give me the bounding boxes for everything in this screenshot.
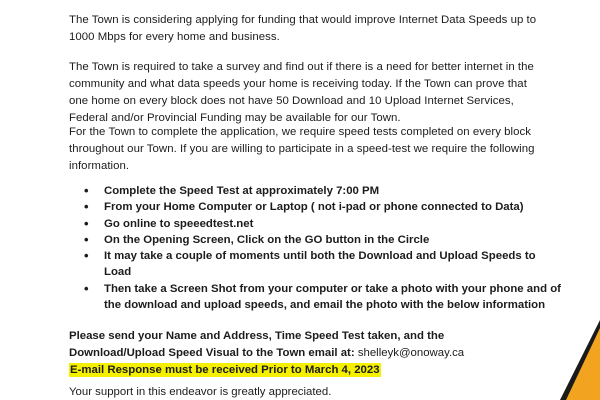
list-item: • Then take a Screen Shot from your computer or take a photo with your phone and of the download and upload speeds, and email the photo with the below information — [104, 281, 564, 314]
list-item: • Go online to speeedtest.net — [104, 216, 564, 232]
deadline-highlight: E-mail Response must be received Prior to March 4, 2023 — [70, 364, 380, 376]
instructions-list — [70, 183, 564, 313]
list-item: • On the Opening Screen, Click on the GO button in the Circle — [104, 232, 564, 248]
survey-paragraph: The Town is required to take a survey and find out if there is a need for better internet in the community and what data speeds your home is receiving today. If the Town can prove that one home on every block does not have 50 Download and 10 Upload Internet Services, Federal and/or Provincial Funding may be available for our Town. — [69, 61, 534, 124]
town-email: shelleyk@onoway.ca — [357, 347, 465, 359]
request-text: Please send your Name and Address, Time Speed Test taken, and the Download/Upload Speed Visual to the Town email at: — [69, 330, 445, 359]
application-paragraph: For the Town to complete the application, we require speed tests completed on every block throughout our Town. If you are willing to participate in a speed-test we require the following information. — [69, 126, 535, 172]
corner-graphic — [560, 320, 600, 400]
list-item: • From your Home Computer or Laptop ( not i-pad or phone connected to Data) — [104, 199, 564, 215]
list-item: • It may take a couple of moments until both the Download and Upload Speeds to Load — [104, 248, 564, 281]
intro-paragraph: The Town is considering applying for funding that would improve Internet Data Speeds up to 1000 Mbps for every home and business. — [69, 14, 537, 43]
closing-request — [69, 328, 539, 379]
list-item: • Complete the Speed Test at approximately 7:00 PM — [104, 183, 564, 199]
appreciation-line: Your support in this endeavor is greatly appreciated. — [69, 386, 332, 398]
